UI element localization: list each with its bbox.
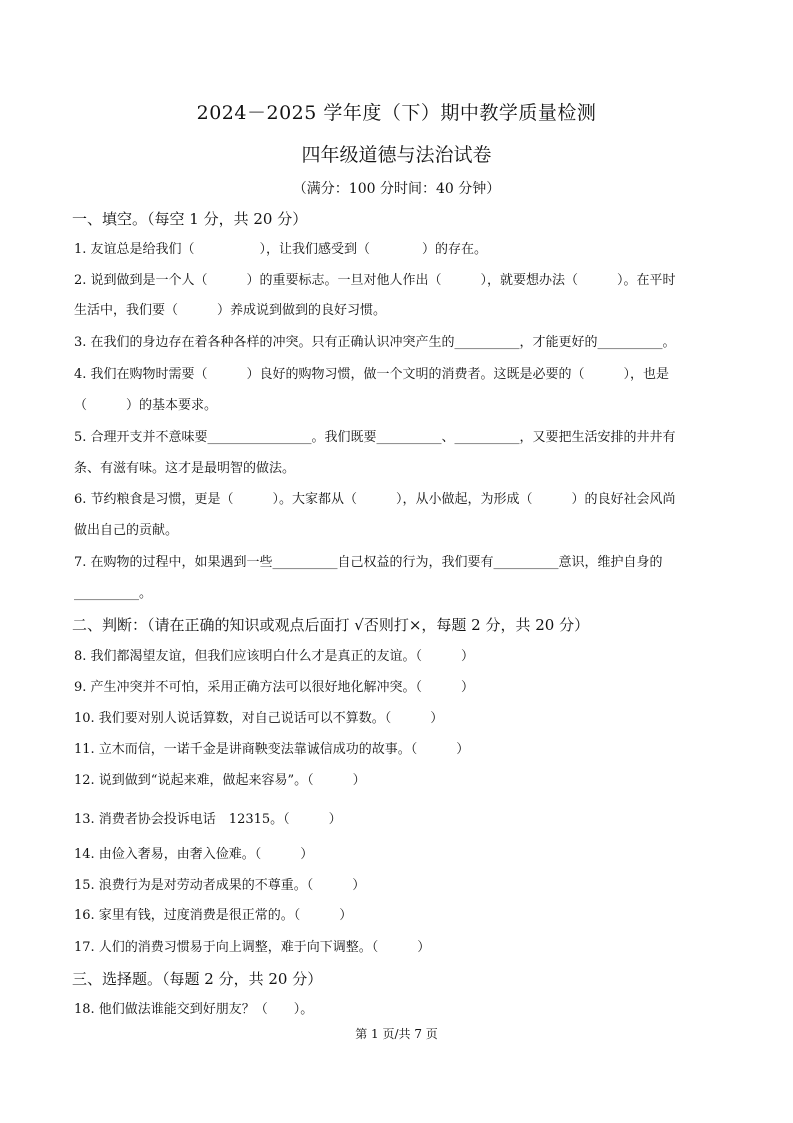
question-line: 做出自己的贡献。 (74, 523, 179, 538)
section-heading-choice: 三、选择题。（每题 2 分，共 20 分） (72, 970, 323, 988)
question-line: 6. 节约粮食是习惯，更是（ ）。大家都从（ ），从小做起，为形成（ ）的良好社会风尚 (74, 492, 676, 507)
question-line: 16. 家里有钱，过度消费是很正常的。（ ） (74, 908, 353, 923)
question-line: 5. 合理开支并不意味要________________。我们既要__________、__________，又要把生活安排的井井有 (74, 430, 676, 445)
question-line: 18. 他们做法谁能交到好朋友？（ ）。 (74, 1002, 314, 1017)
question-line: 14. 由俭入奢易，由奢入俭难。（ ） (74, 847, 314, 862)
question-line: 10. 我们要对别人说话算数，对自己说话可以不算数。（ ） (74, 711, 444, 726)
question-line: 11. 立木而信，一诺千金是讲商鞅变法靠诚信成功的故事。（ ） (74, 742, 470, 757)
question-line: 条、有滋有味。这才是最明智的做法。 (74, 461, 296, 476)
exam-info: （满分：100 分时间：40 分钟） (292, 181, 501, 197)
question-line: 3. 在我们的身边存在着各种各样的冲突。只有正确认识冲突产生的__________，才能更好的__________。 (74, 335, 676, 350)
question-line: 15. 浪费行为是对劳动者成果的不尊重。（ ） (74, 878, 366, 893)
section-heading-fill: 一、填空。（每空 1 分，共 20 分） (72, 210, 308, 228)
question-line: 7. 在购物的过程中，如果遇到一些__________自己权益的行为，我们要有__________意识，维护自身的 (74, 555, 663, 570)
page-footer: 第 1 页/共 7 页 (355, 1027, 438, 1041)
exam-subject-title: 四年级道德与法治试卷 (301, 144, 492, 166)
question-line: （ ）的基本要求。 (74, 398, 218, 413)
question-line: 1. 友谊总是给我们（ ），让我们感受到（ ）的存在。 (74, 242, 488, 257)
question-line: 生活中，我们要（ ）养成说到做到的良好习惯。 (74, 303, 387, 318)
question-line: 9. 产生冲突并不可怕，采用正确方法可以很好地化解冲突。（ ） (74, 680, 475, 695)
question-line: 2. 说到做到是一个人（ ）的重要标志。一旦对他人作出（ ），就要想办法（ ）。在平时 (74, 273, 676, 288)
section-heading-judge: 二、判断：（请在正确的知识或观点后面打 √否则打×，每题 2 分，共 20 分） (72, 616, 590, 634)
question-line: 13. 消费者协会投诉电话 12315。（ ） (74, 812, 342, 827)
question-line: 17. 人们的消费习惯易于向上调整，难于向下调整。（ ） (74, 940, 431, 955)
question-line: 12. 说到做到“说起来难，做起来容易”。（ ） (74, 773, 366, 788)
question-line: __________。 (74, 586, 153, 601)
question-line: 8. 我们都渴望友谊，但我们应该明白什么才是真正的友谊。（ ） (74, 649, 475, 664)
exam-title: 2024－2025 学年度（下）期中教学质量检测 (196, 102, 597, 124)
question-line: 4. 我们在购物时需要（ ）良好的购物习惯，做一个文明的消费者。这既是必要的（ ），也是 (74, 367, 670, 382)
